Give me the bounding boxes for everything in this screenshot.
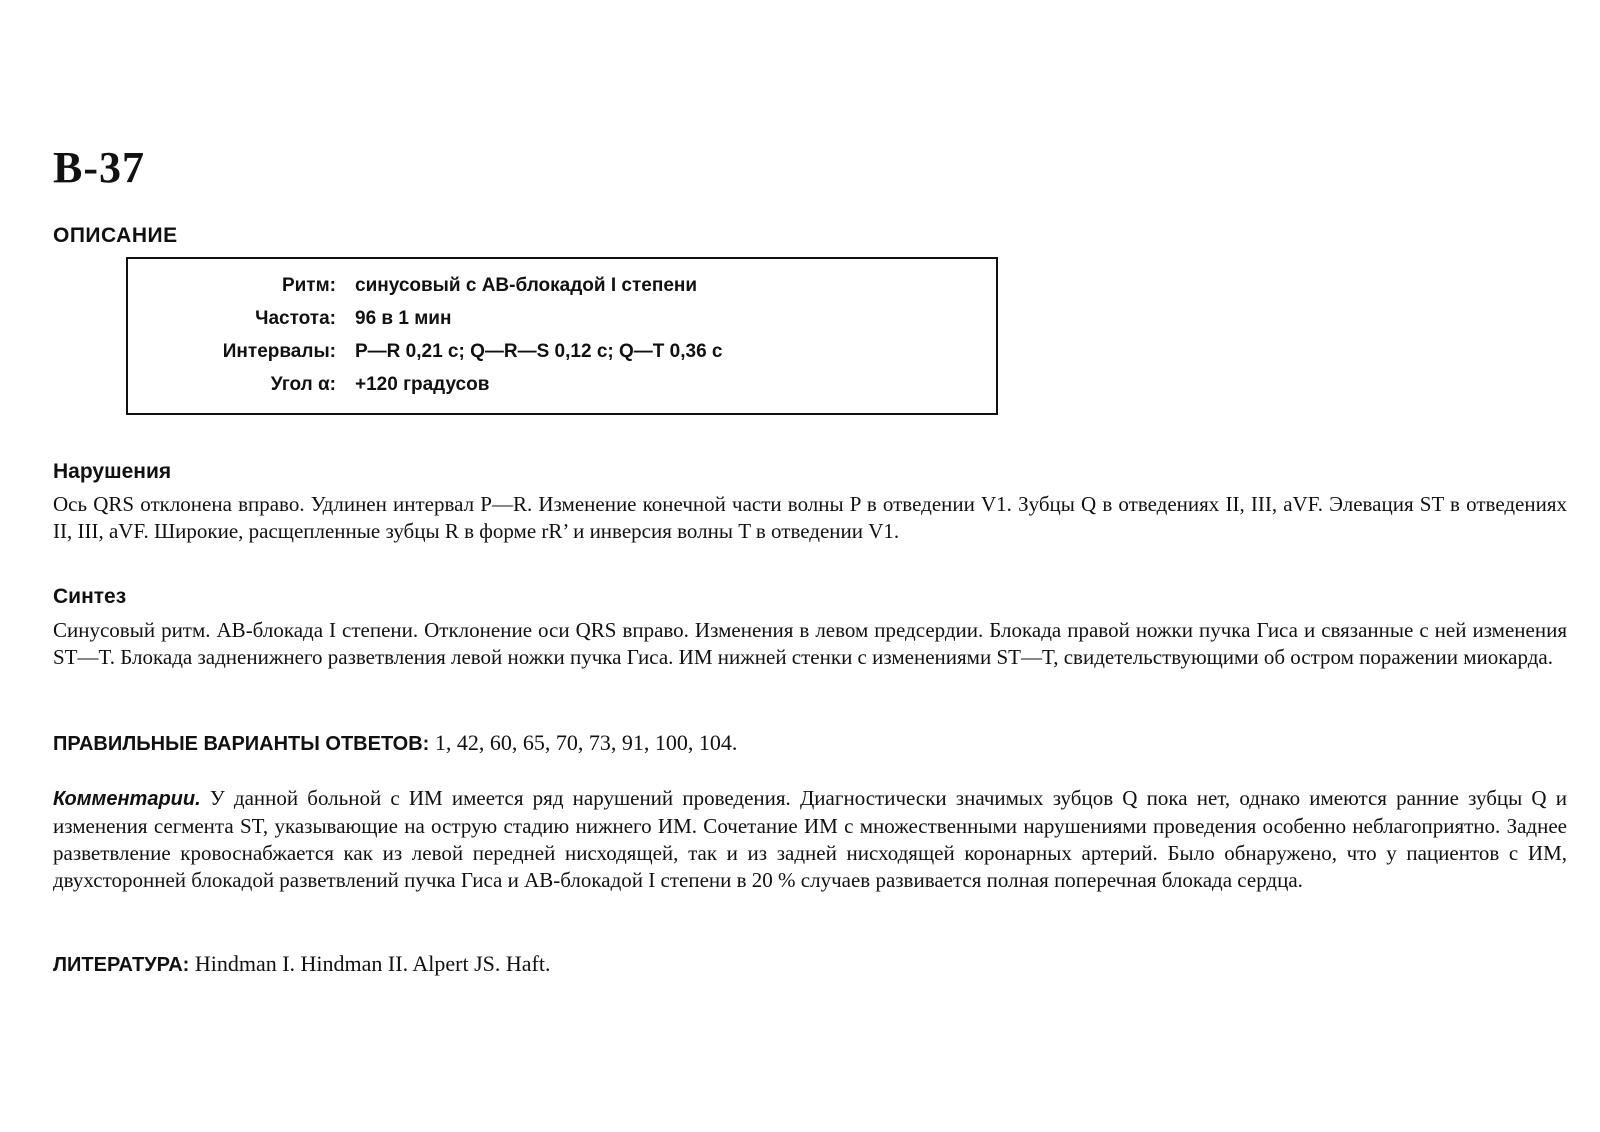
description-row-angle: [128, 370, 996, 400]
rate-label: Частота:: [255, 308, 336, 329]
case-id-heading: В-37: [53, 143, 145, 192]
correct-answers-label: ПРАВИЛЬНЫЕ ВАРИАНТЫ ОТВЕТОВ:: [53, 733, 430, 755]
description-box: [126, 257, 998, 415]
rate-value: 96 в 1 мин: [355, 308, 452, 329]
description-row-rate: [128, 304, 996, 334]
rhythm-value: синусовый с АВ-блокадой I степени: [355, 275, 698, 296]
angle-value: +120 градусов: [355, 374, 490, 395]
description-row-rhythm: [128, 271, 996, 301]
correct-answers: [53, 730, 737, 756]
comments-label: Комментарии.: [53, 788, 201, 810]
literature-value: Hindman I. Hindman II. Alpert JS. Haft.: [194, 951, 551, 976]
literature: [53, 951, 550, 977]
intervals-value: P—R 0,21 с; Q—R—S 0,12 с; Q—T 0,36 с: [355, 341, 723, 362]
literature-label: ЛИТЕРАТУРА:: [53, 954, 190, 976]
violations-heading: Нарушения: [53, 460, 172, 483]
synthesis-heading: Синтез: [53, 585, 127, 608]
rhythm-label: Ритм:: [281, 275, 336, 296]
intervals-label: Интервалы:: [222, 341, 336, 362]
description-heading: ОПИСАНИЕ: [53, 224, 178, 247]
comments-paragraph: [53, 785, 1567, 894]
comments-text: У данной больной с ИМ имеется ряд нарушений проведения. Диагностически значимых зубцов Q пока нет, однако имеются ранние зубцы Q и изменения сегмента ST, указывающие на острую стадию нижнего ИМ. Сочетание ИМ с множественными нарушениями проведения особенно неблагоприятно. Заднее разветвление кровоснабжается как из левой передней нисходящей, так и из задней нисходящей коронарных артерий. Было обнаружено, что у пациентов с ИМ, двухсторонней блокадой разветвлений пучка Гиса и АВ-блокадой I степени в 20 % случаев развивается полная поперечная блокада сердца.: [53, 786, 1568, 892]
document-page: [53, 0, 1567, 1132]
angle-label: Угол α:: [270, 374, 336, 395]
correct-answers-value: 1, 42, 60, 65, 70, 73, 91, 100, 104.: [434, 730, 738, 755]
description-row-intervals: [128, 337, 996, 367]
violations-text: Ось QRS отклонена вправо. Удлинен интервал P—R. Изменение конечной части волны P в отведении V1. Зубцы Q в отведениях II, III, aVF. Элевация ST в отведениях II, III, aVF. Широкие, расщепленные зубцы R в форме rR’ и инверсия волны T в отведении V1.: [53, 492, 1567, 543]
synthesis-text: Синусовый ритм. АВ-блокада I степени. Отклонение оси QRS вправо. Изменения в левом предсердии. Блокада правой ножки пучка Гиса и связанные с ней изменения ST—T. Блокада задненижнего разветвления левой ножки пучка Гиса. ИМ нижней стенки с изменениями ST—T, свидетельствующими об остром поражении миокарда.: [53, 618, 1567, 669]
